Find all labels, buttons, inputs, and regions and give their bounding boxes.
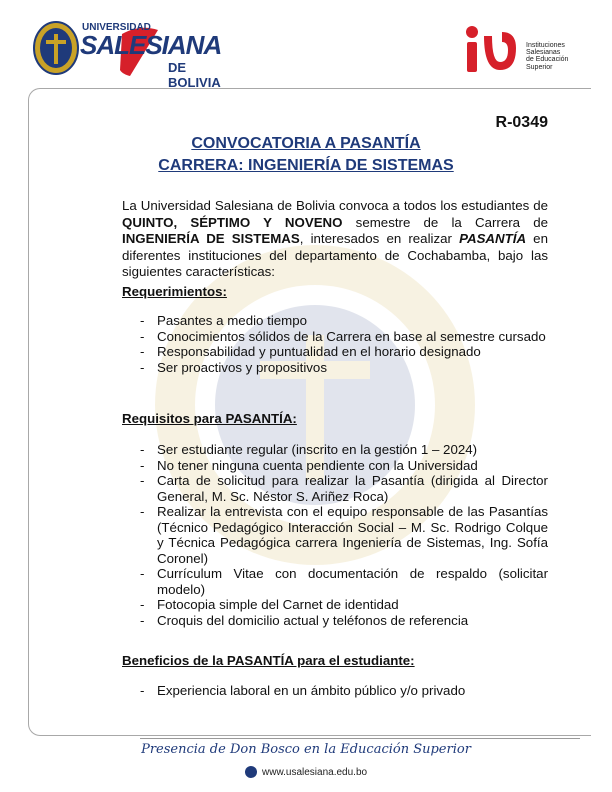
document-code: R-0349: [495, 114, 548, 131]
ius-text: Instituciones Salesianas de Educación Superior: [526, 42, 569, 71]
intro-paragraph: La Universidad Salesiana de Bolivia convoca a todos los estudiantes de QUINTO, SÉPTIMO Y NOVENO semestre de la Carrera de INGENIERÍA DE SISTEMAS, interesados en realizar PASANTÍA en diferentes instituciones del departamento de Cochabamba, bajo las siguientes características:: [122, 198, 549, 279]
requisitos-heading: Requisitos para PASANTÍA:: [122, 411, 297, 426]
ius-logo: [462, 22, 592, 82]
footer-website[interactable]: [245, 766, 367, 778]
website-link[interactable]: www.usalesiana.edu.bo: [262, 766, 368, 778]
footer-divider: [140, 738, 580, 739]
requisitos-list: [140, 442, 548, 628]
list-item: - Conocimientos sólidos de la Carrera en base al semestre cursado: [140, 329, 548, 345]
beneficios-heading: Beneficios de la PASANTÍA para el estudiante:: [122, 653, 415, 668]
list-item: - Ser estudiante regular (inscrito en la gestión 1 – 2024): [140, 442, 548, 458]
logo-line3: DE BOLIVIA: [168, 60, 221, 90]
beneficios-list: [140, 683, 548, 699]
footer-tagline: Presencia de Don Bosco en la Educación Superior: [141, 742, 471, 757]
requerimientos-heading: Requerimientos:: [122, 284, 227, 299]
document-subtitle: CARRERA: INGENIERÍA DE SISTEMAS: [158, 157, 454, 174]
list-item: - Croquis del domicilio actual y teléfonos de referencia: [140, 613, 548, 629]
university-logo: [30, 14, 230, 90]
list-item: - Realizar la entrevista con el equipo responsable de las Pasantías (Técnico Pedagógico Interacción Social – M. Sc. Rodrigo Colque y Técnica Pedagógica carrera Ingeniería de Sistemas, Ing. Sofía Coronel): [140, 504, 548, 566]
list-item: - Currículum Vitae con documentación de respaldo (solicitar modelo): [140, 566, 548, 597]
globe-icon: [245, 766, 257, 778]
list-item: - Ser proactivos y propositivos: [140, 360, 548, 376]
list-item: - Experiencia laboral en un ámbito público y/o privado: [140, 683, 548, 699]
logo-line1: UNIVERSIDAD: [82, 22, 151, 33]
list-item: - No tener ninguna cuenta pendiente con la Universidad: [140, 458, 548, 474]
requerimientos-list: [140, 313, 548, 375]
list-item: - Carta de solicitud para realizar la Pasantía (dirigida al Director General, M. Sc. Néstor S. Ariñez Roca): [140, 473, 548, 504]
list-item: - Fotocopia simple del Carnet de identidad: [140, 597, 548, 613]
list-item: - Pasantes a medio tiempo: [140, 313, 548, 329]
list-item: - Responsabilidad y puntualidad en el horario designado: [140, 344, 548, 360]
document-title: CONVOCATORIA A PASANTÍA: [191, 135, 421, 152]
logo-line2: SALESIANA: [80, 30, 222, 60]
